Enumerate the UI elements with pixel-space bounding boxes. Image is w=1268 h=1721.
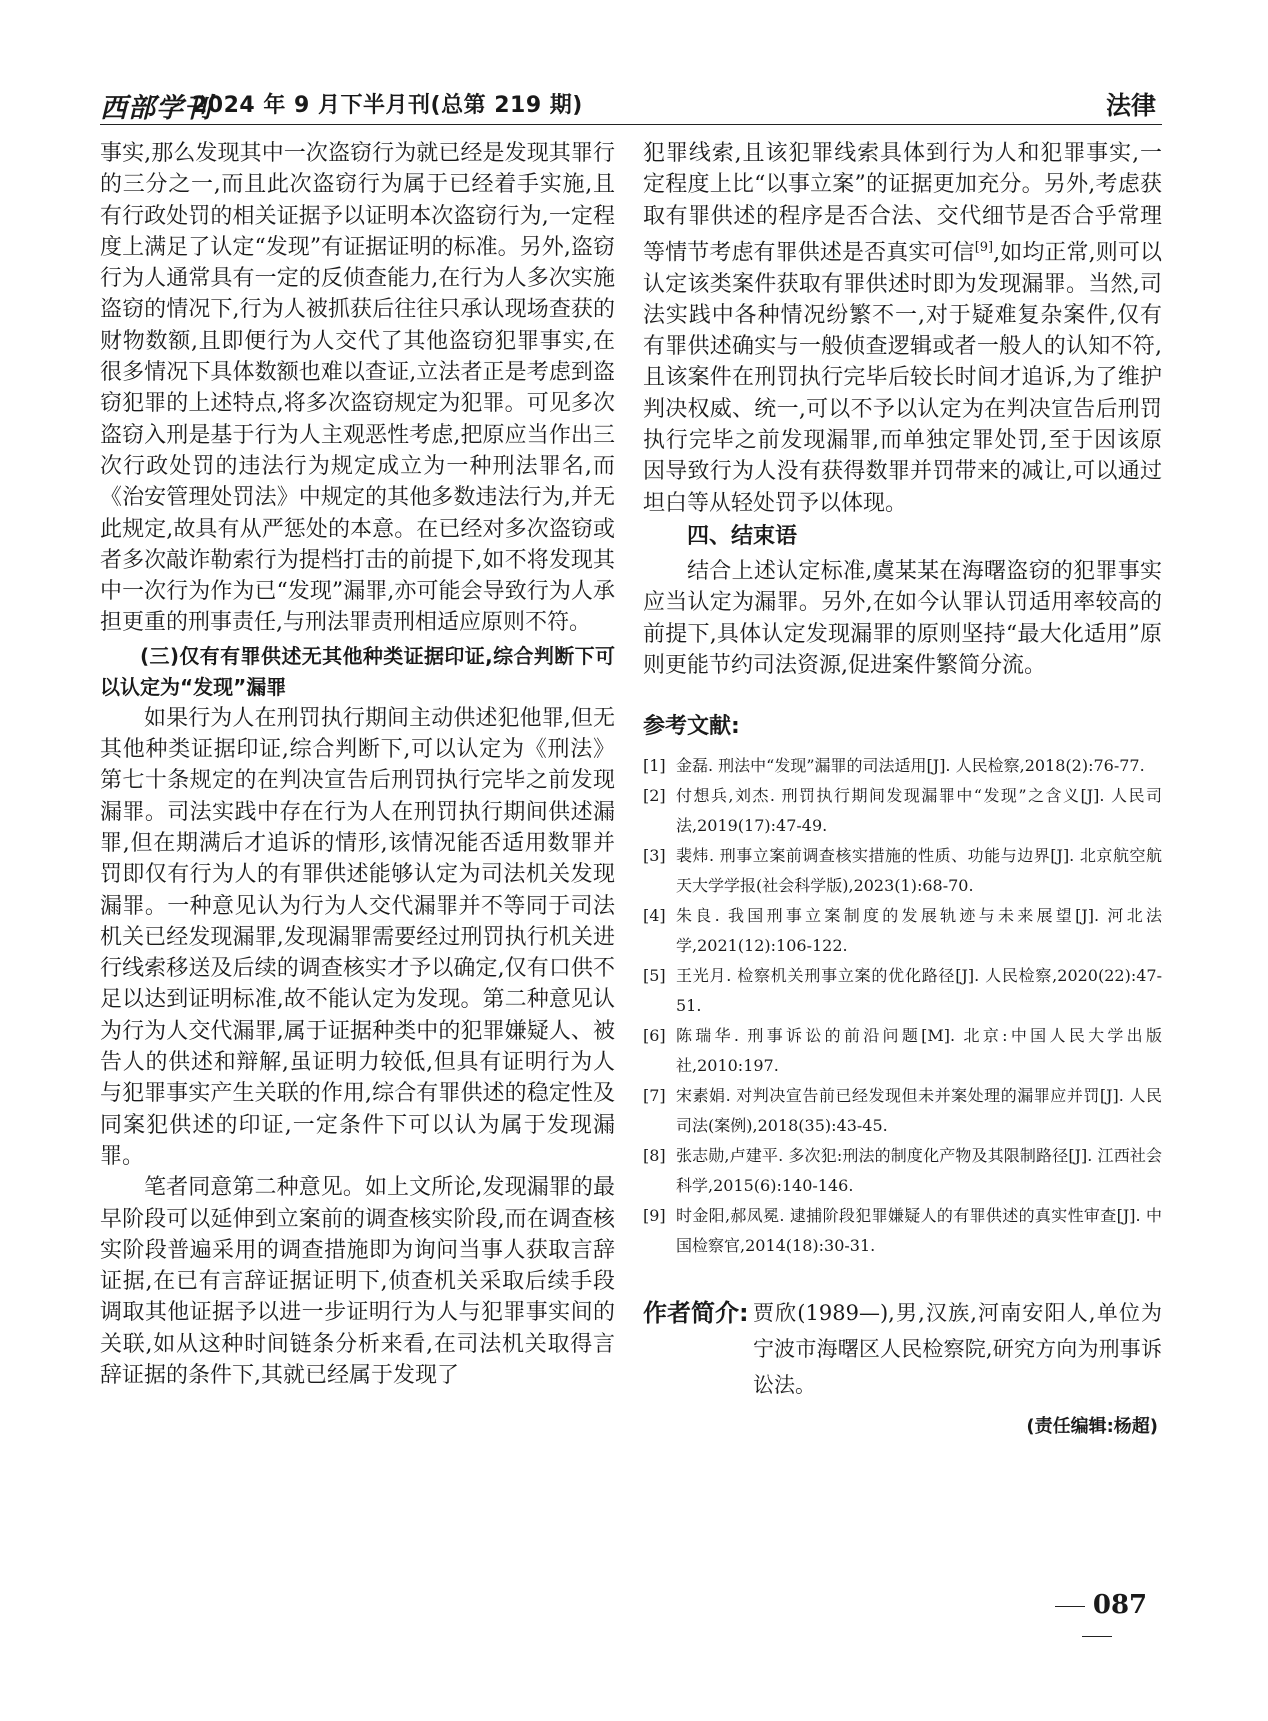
section-label: 法律 (1105, 91, 1156, 120)
paragraph: 事实,那么发现其中一次盗窃行为就已经是发现其罪行的三分之一,而且此次盗窃行为属于已经着手实施,且有行政处罚的相关证据予以证明本次盗窃行为,一定程度上满足了认定“发现”有证据证明的标准。另外,盗窃行为人通常具有一定的反侦查能力,在行为人多次实施盗窃的情况下,行为人被抓获后往往只承认现场查获的财物数额,且即便行为人交代了其他盗窃犯罪事实,在很多情况下具体数额也难以查证,立法者正是考虑到盗窃犯罪的上述特点,将多次盗窃规定为犯罪。可见多次盗窃入刑是基于行为人主观恶性考虑,把原应当作出三次行政处罚的违法行为规定成立为一种刑法罪名,而《治安管理处罚法》中规定的其他多数违法行为,并无此规定,故具有从严惩处的本意。在已经对多次盗窃或者多次敲诈勒索行为提档打击的前提下,如不将发现其中一次行为作为已“发现”漏罪,亦可能会导致行为人承担更重的刑事责任,与刑法罪责刑相适应原则不符。 (100, 141, 615, 636)
subsection-heading: (三)仅有有罪供述无其他种类证据印证,综合判断下可以认定为“发现”漏罪 (100, 643, 615, 699)
reference-number: [5] (643, 965, 666, 985)
reference-text: 王光月. 检察机关刑事立案的优化路径[J]. 人民检察,2020(22):47-51. (676, 965, 1162, 1015)
reference-number: [3] (643, 845, 666, 865)
reference-number: [2] (643, 785, 666, 805)
reference-text: 陈瑞华. 刑事诉讼的前沿问题[M]. 北京:中国人民大学出版社,2010:197. (676, 1025, 1162, 1075)
paragraph: 笔者同意第二种意见。如上文所论,发现漏罪的最早阶段可以延伸到立案前的调查核实阶段,而在调查核实阶段普遍采用的调查措施即为询问当事人获取言辞证据,在已有言辞证据证明下,侦查机关采取后续手段调取其他证据予以进一步证明行为人与犯罪事实间的关联,如从这种时间链条分析来看,在司法机关取得言辞证据的条件下,其就已经属于发现了 (100, 1175, 615, 1388)
page-number-value: 087 (1092, 1590, 1148, 1620)
author-bio (643, 1295, 1162, 1403)
author-bio-text: 贾欣(1989—),男,汉族,河南安阳人,单位为宁波市海曙区人民检察院,研究方向为刑事诉讼法。 (753, 1300, 1162, 1397)
reference-item (643, 781, 1162, 841)
right-column (643, 138, 1162, 1442)
reference-number: [7] (643, 1085, 666, 1105)
reference-text: 朱良. 我国刑事立案制度的发展轨迹与未来展望[J]. 河北法学,2021(12):106-122. (676, 905, 1162, 955)
responsible-editor: (责任编辑:杨超) (1026, 1415, 1158, 1437)
reference-item (643, 1021, 1162, 1081)
reference-text: 付想兵,刘杰. 刑罚执行期间发现漏罪中“发现”之含义[J]. 人民司法,2019(17):47-49. (676, 785, 1162, 835)
left-column (100, 138, 615, 1391)
reference-text: 金磊. 刑法中“发现”漏罪的司法适用[J]. 人民检察,2018(2):76-77. (676, 755, 1145, 775)
reference-item (643, 961, 1162, 1021)
reference-number: [9] (643, 1205, 666, 1225)
reference-item (643, 1141, 1162, 1201)
running-header (100, 86, 1162, 124)
reference-item (643, 901, 1162, 961)
reference-number: [1] (643, 755, 666, 775)
page-number-dash (1055, 1606, 1085, 1607)
journal-logo: 西部学刊 (100, 93, 212, 124)
section-heading: 四、结束语 (687, 523, 798, 549)
reference-number: [4] (643, 905, 666, 925)
paragraph (643, 138, 1162, 519)
page-number-dash (1082, 1636, 1112, 1637)
citation-marker: [9] (974, 239, 994, 255)
reference-text: 张志勋,卢建平. 多次犯:刑法的制度化产物及其限制路径[J]. 江西社会科学,2015(6):140-146. (676, 1145, 1162, 1195)
reference-list (643, 751, 1162, 1261)
reference-text: 宋素娟. 对判决宣告前已经发现但未并案处理的漏罪应并罚[J]. 人民司法(案例),2018(35):43-45. (676, 1085, 1162, 1135)
paragraph-text: ,如均正常,则可以认定该类案件获取有罪供述时即为发现漏罪。当然,司法实践中各种情况纷繁不一,对于疑难复杂案件,仅有有罪供述确实与一般侦查逻辑或者一般人的认知不符,且该案件在刑罚执行完毕后较长时间才追诉,为了维护判决权威、统一,可以不予以认定为在判决宣告后刑罚执行完毕之前发现漏罪,而单独定罪处罚,至于因该原因导致行为人没有获得数罪并罚带来的减让,可以通过坦白等从轻处罚予以体现。 (643, 240, 1162, 516)
reference-text: 时金阳,郝凤冕. 逮捕阶段犯罪嫌疑人的有罪供述的真实性审查[J]. 中国检察官,2014(18):30-31. (676, 1205, 1162, 1255)
reference-item (643, 841, 1162, 901)
paragraph: 结合上述认定标准,虞某某在海曙盗窃的犯罪事实应当认定为漏罪。另外,在如今认罪认罚适用率较高的前提下,具体认定发现漏罪的原则坚持“最大化适用”原则更能节约司法资源,促进案件繁简分流。 (643, 559, 1162, 679)
reference-number: [8] (643, 1145, 666, 1165)
reference-item (643, 1081, 1162, 1141)
author-bio-label: 作者简介: (643, 1298, 749, 1327)
paragraph-text: 犯罪线索,且该犯罪线索具体到行为人和犯罪事实,一定程度上比“以事立案”的证据更加充分。另外,考虑获取有罪供述的程序是否合法、交代细节是否合乎常理等情节考虑有罪供述是否真实可信 (643, 141, 1162, 266)
paragraph: 如果行为人在刑罚执行期间主动供述犯他罪,但无其他种类证据印证,综合判断下,可以认定为《刑法》第七十条规定的在判决宣告后刑罚执行完毕之前发现漏罪。司法实践中存在行为人在刑罚执行期间供述漏罪,但在期满后才追诉的情形,该情况能否适用数罪并罚即仅有行为人的有罪供述能够认定为司法机关发现漏罪。一种意见认为行为人交代漏罪并不等同于司法机关已经发现漏罪,发现漏罪需要经过刑罚执行机关进行线索移送及后续的调查核实才予以确定,仅有口供不足以达到证明标准,故不能认定为发现。第二种意见认为行为人交代漏罪,属于证据种类中的犯罪嫌疑人、被告人的供述和辩解,虽证明力较低,但具有证明行为人与犯罪事实产生关联的作用,综合有罪供述的稳定性及同案犯供述的印证,一定条件下可以认为属于发现漏罪。 (100, 705, 615, 1169)
reference-item (643, 751, 1162, 781)
references-title: 参考文献: (643, 714, 740, 740)
reference-number: [6] (643, 1025, 666, 1045)
reference-item (643, 1201, 1162, 1261)
issue-info: 2024 年 9 月下半月刊(总第 219 期) (192, 93, 583, 118)
reference-text: 裴炜. 刑事立案前调查核实措施的性质、功能与边界[J]. 北京航空航天大学学报(社会科学版),2023(1):68-70. (676, 845, 1162, 895)
page-number (1030, 1590, 1164, 1650)
header-rule (100, 124, 1162, 125)
